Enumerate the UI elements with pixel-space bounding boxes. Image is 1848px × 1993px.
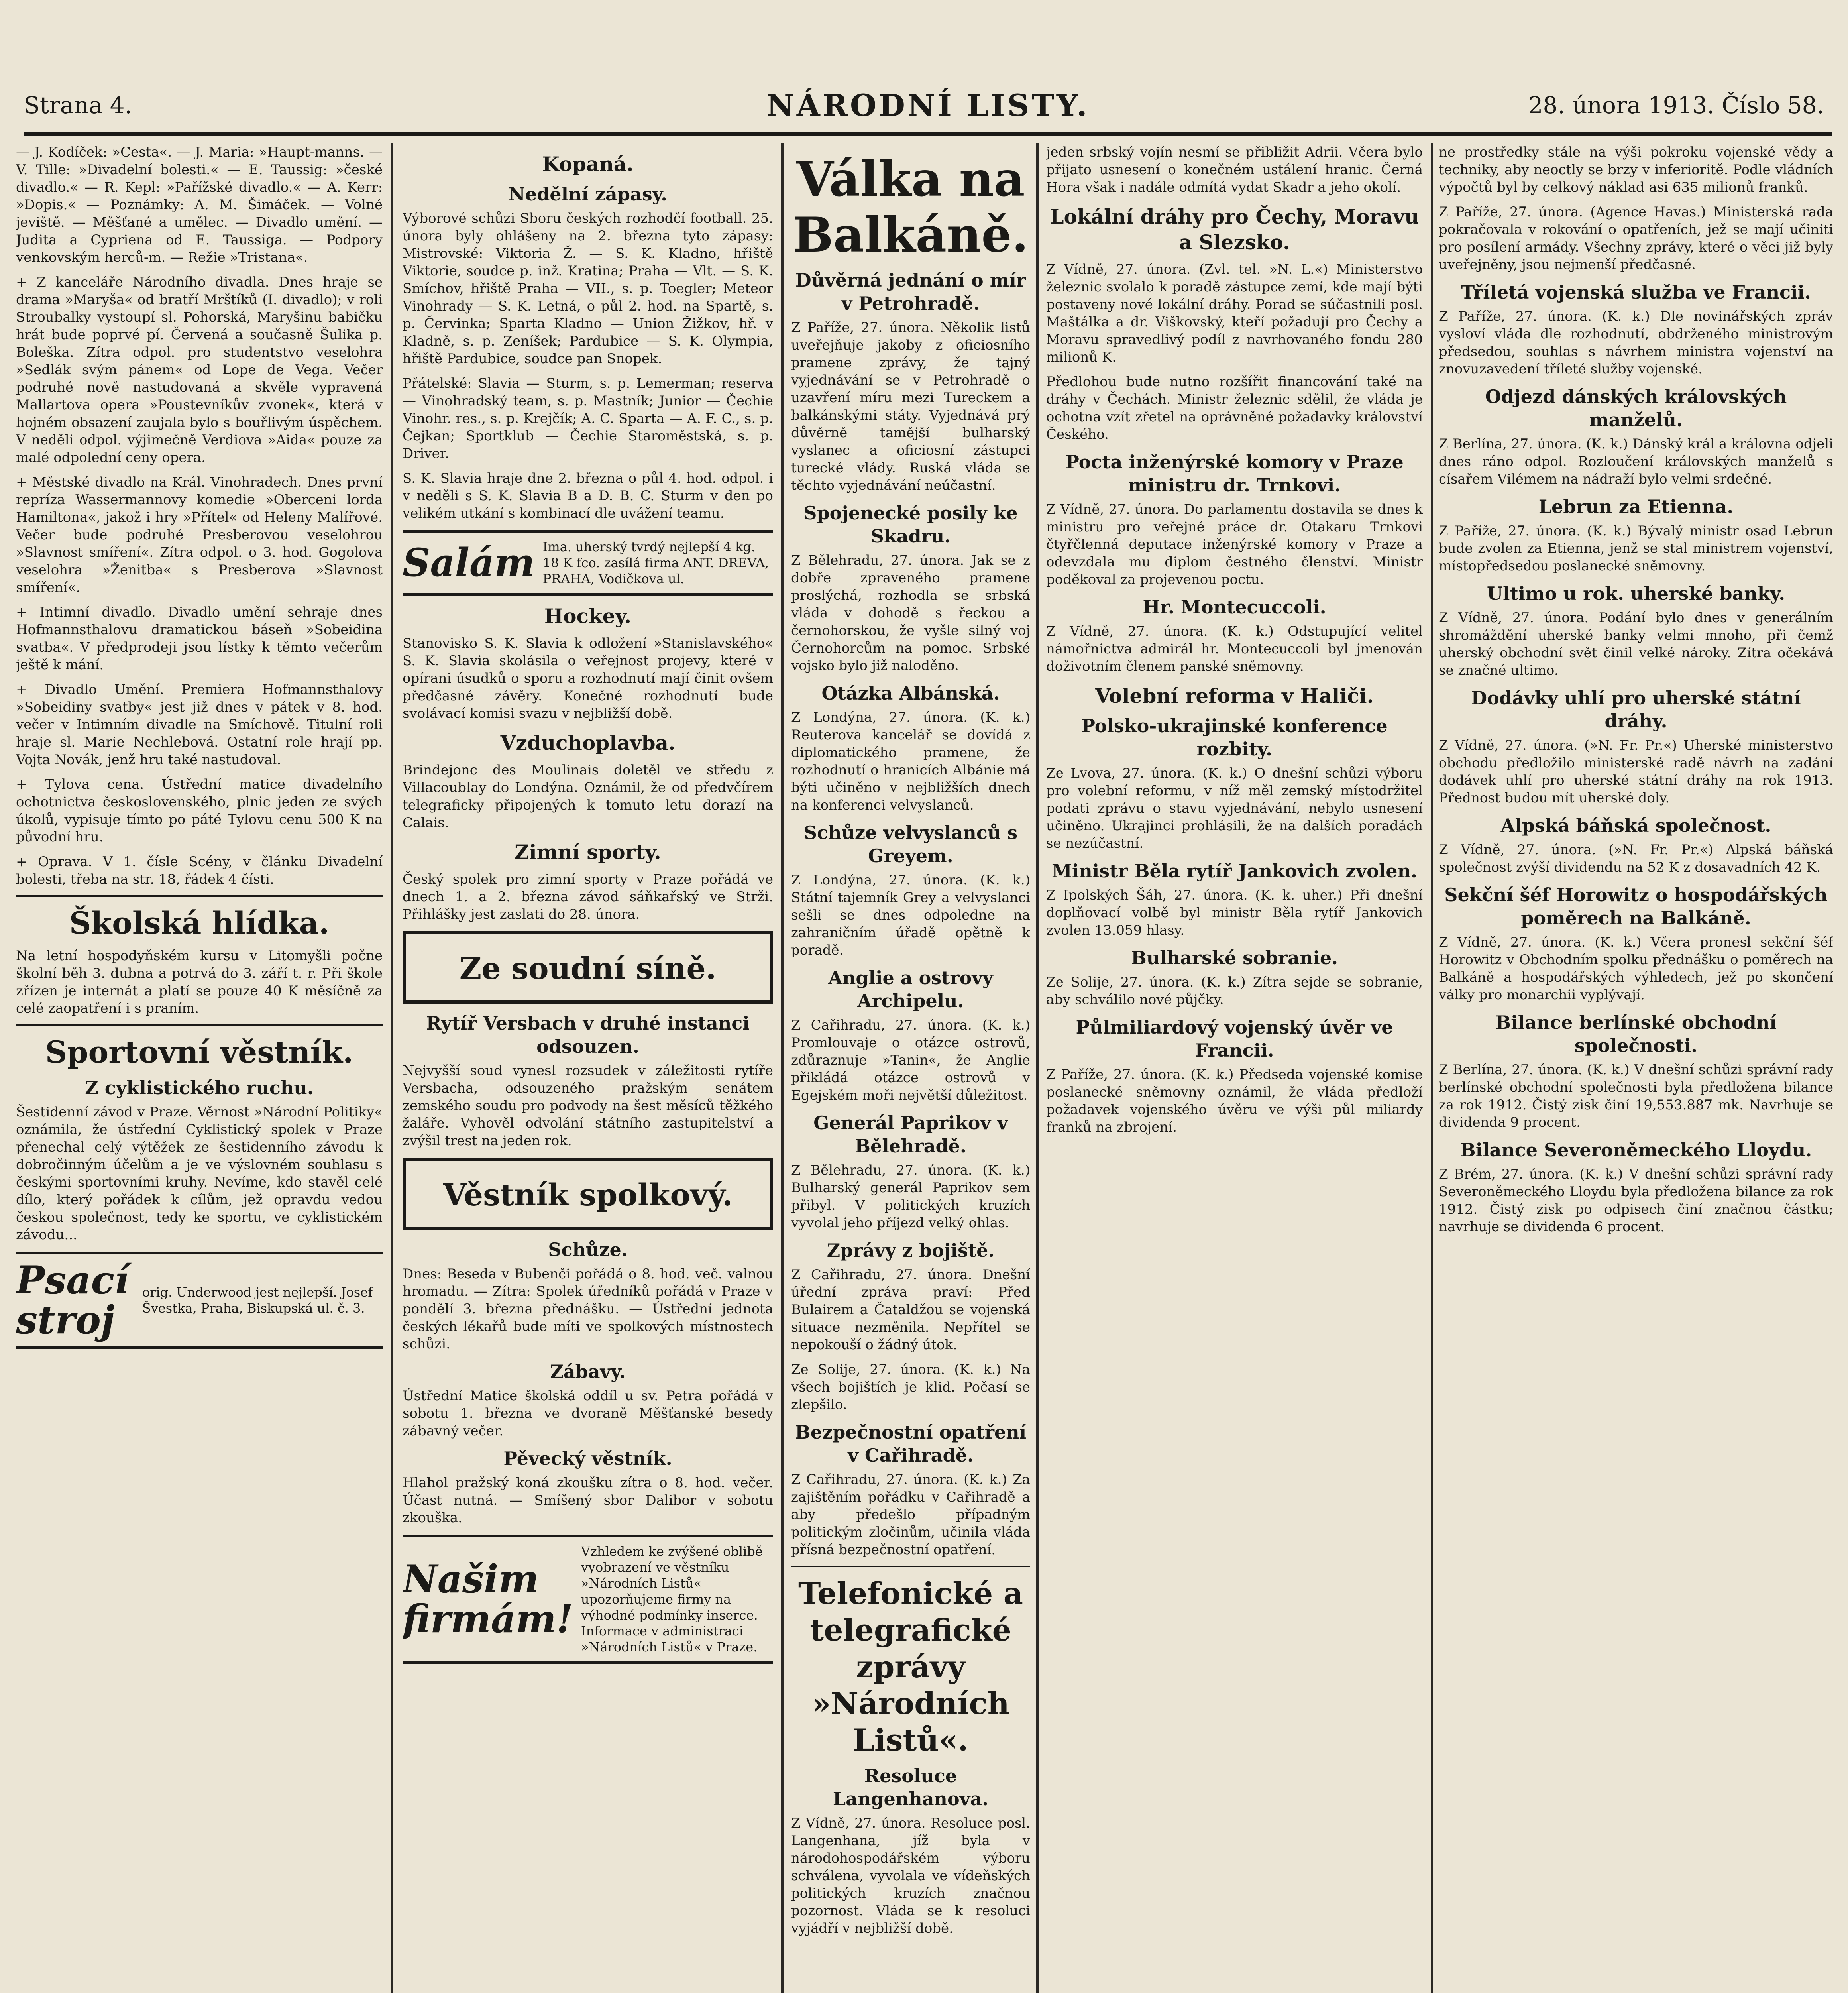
ad-text: Ima. uherský tvrdý nejlepší 4 kg. 18 K fco. zasílá firma ANT. DREVA, PRAHA, Vodičkova ul. xyxy=(542,539,769,586)
section-subtitle: Sekční šéf Horowitz o hospodářských poměrech na Balkáně. xyxy=(1444,884,1828,929)
ad-text: Vzhledem ke zvýšené oblibě vyobrazení ve věstníku »Národních Listů« upozorňujeme firmy na výhodné podmínky inserce. Informace v administraci »Národních Listů« v Praze. xyxy=(581,1544,763,1655)
section-subtitle: Ministr Běla rytíř Jankovich zvolen. xyxy=(1051,860,1418,882)
paragraph: Z Berlína, 27. února. (K. k.) V dnešní schůzi správní rady berlínské obchodní společnosti byla předložena bilance za rok 1912. Čistý zisk činí 19,553.887 mk. Navrhuje se dividenda 9 procent. xyxy=(1439,1062,1833,1130)
section-subtitle: Lebrun za Etienna. xyxy=(1538,496,1734,517)
section-subtitle: Pocta inženýrské komory v Praze ministru dr. Trnkovi. xyxy=(1065,451,1404,496)
divider xyxy=(16,1024,383,1026)
paragraph: Přátelské: Slavia — Sturm, s. p. Lemerman; reserva — Vinohradský team, s. p. Mastník; Junior — Čechie Vinohr. res., s. p. Krejčík; A. C. Sparta — A. F. C., s. p. Čejkan; Sportklub — Čechie Staroměstská, s. p. Driver. xyxy=(403,375,773,462)
paragraph: Výborové schůzi Sboru českých rozhodčí football. 25. února byly ohlášeny na 2. března tyto zápasy: Mistrovské: Viktoria Ž. — S. K. Kladno, hřiště Viktorie, soudce p. inž. Kratina; Praha — Vlt. — S. K. Smíchov, hřiště Praha — VII., s. p. Toegler; Meteor Vinohrady — S. K. Letná, o půl 2. hod. na Spartě, s. p. Červinka; Sparta Kladno — Union Žižkov, hř. v Kladně, s. p. Zeníšek; Pardubice — S. K. Olympia, hřiště Pardubice, soudce pan Snopek. xyxy=(403,210,773,367)
paragraph: + Městské divadlo na Král. Vinohradech. Dnes první repríza Wassermannovy komedie »Oberceni lorda Hamiltona«, jakož i hry »Přítel« od Heleny Malířové. Večer bude podruhé Presberovou veselohrou »Slavnost smíření«. Zítra odpol. o 3. hod. Gogolova veselohra »Ženitba« s Presberova »Slavnost smíření«. xyxy=(16,474,383,596)
paragraph: S. K. Slavia hraje dne 2. března o půl 4. hod. odpol. i v neděli s S. K. Slavia B a D. B. C. Sturm v den po velikém utkání s kombinací dle uvážení teamu. xyxy=(403,470,773,521)
section-title: Vzduchoplavba. xyxy=(500,731,676,755)
section-subtitle: Generál Paprikov v Bělehradě. xyxy=(813,1112,1008,1157)
paragraph: Z Vídně, 27. února. (»N. Fr. Pr.«) Uherské ministerstvo obchodu předložilo ministerské radě návrh na zadání dodávek uhlí pro uherské státní dráhy na rok 1913. Přednost budou mít uherské doly. xyxy=(1439,737,1833,806)
section-subtitle: Odjezd dánských královských manželů. xyxy=(1485,386,1787,430)
paragraph: Z Paříže, 27. února. (K. k.) Bývalý ministr osad Lebrun bude zvolen za Etienna, jenž se stal ministrem vojenství, místopředsedou poslanecké sněmovny. xyxy=(1439,523,1833,574)
section-subtitle: Bulharské sobranie. xyxy=(1131,947,1338,969)
paragraph: — J. Kodíček: »Cesta«. — J. Maria: »Haupt-manns. — V. Tille: »Divadelní bolesti.« — E. Taussig: »české divadlo.« — R. Kepl: »Pařížské divadlo.« — A. Kerr: »Dopis.« — Poznámky: A. M. Šimáček. — Volné jeviště. — Měšťané a umělec. — Divadlo umění. — Judita a Cypriena od E. Taussiga. — Podpory venkovským herců-m. — Režie »Tristana«. xyxy=(16,144,383,265)
paragraph: Z Paříže, 27. února. (K. k.) Dle novinářských zpráv vysloví vláda dle rozhodnutí, obdrženého ministrovým předsedou, souhlas s návrhem ministra vojenství na znovuzavedení tříleté služby vojenské. xyxy=(1439,309,1833,377)
section-subtitle: Rytíř Versbach v druhé instanci odsouzen. xyxy=(426,1012,750,1057)
section-subtitle: Polsko-ukrajinské konference rozbity. xyxy=(1081,715,1388,760)
column-3 xyxy=(791,143,1030,1993)
section-title: Hockey. xyxy=(544,604,632,628)
paragraph: Ze Solije, 27. února. (K. k.) Na všech bojištích je klid. Počasí se zlepšilo. xyxy=(791,1362,1030,1413)
advertisement xyxy=(403,1535,773,1664)
section-subtitle: Bilance Severoněmeckého Lloydu. xyxy=(1460,1139,1812,1161)
paragraph: Ze Solije, 27. února. (K. k.) Zítra sejde se sobranie, aby schválilo nové půjčky. xyxy=(1046,974,1423,1008)
page-header xyxy=(24,80,1832,136)
paragraph: + Intimní divadlo. Divadlo umění sehraje dnes Hofmannsthalovu dramatickou báseň »Sobeidina svatba«. V předprodeji jsou lístky k těmto večerům ještě k mání. xyxy=(16,604,383,673)
paragraph: Ze Lvova, 27. února. (K. k.) O dnešní schůzi výboru pro volební reformu, v níž měl zemský místodržitel podati zprávu o stavu vyjednávání, nebylo usnesení učiněno. Ukrajinci prohlásili, že na dalších poradách se nezúčastní. xyxy=(1046,765,1423,851)
paragraph: Z Paříže, 27. února. (K. k.) Předseda vojenské komise poslanecké sněmovny oznámil, že vláda předloží požadavek vojenského úvěru ve výši půl miliardy franků na zbrojení. xyxy=(1046,1067,1423,1135)
paragraph: Dnes: Beseda v Bubenči pořádá o 8. hod. več. valnou hromadu. — Zítra: Spolek úředníků pořádá v Praze v pondělí 3. března přednášku. — Ústřední jednota českých lékařů bude míti ve spolkových místnostech schůzi. xyxy=(403,1266,773,1352)
section-title: Kopaná. xyxy=(542,152,634,176)
section-subtitle: Tříletá vojenská služba ve Francii. xyxy=(1461,281,1811,303)
paragraph: Šestidenní závod v Praze. Věrnost »Národní Politiky« oznámila, že ústřední Cyklistický spolek v Praze přenechal celý výtěžek ze šestidenního závodu k dobročinným účelům a je ve výslovném souhlasu s českými sportovními kruhy. Nevíme, kdo stavěl celé dílo, který pořádek k cílům, jež opravdu vedou českou společnost, tedy ke sportu, ve cyklistickém závodu... xyxy=(16,1104,383,1243)
paragraph: Z Brém, 27. února. (K. k.) V dnešní schůzi správní rady Severoněmeckého Lloydu byla předložena bilance za rok 1912. Čistý zisk po odpisech činí značnou částku; navrhuje se dividenda 6 procent. xyxy=(1439,1166,1833,1235)
masthead: NÁRODNÍ LISTY. xyxy=(766,88,1090,123)
paragraph: Z Cařihradu, 27. února. (K. k.) Za zajištěním pořádku v Cařihradě a aby předešlo případným politickým zločinům, učinila vláda přísná bezpečnostní opatření. xyxy=(791,1472,1030,1558)
paragraph: Hlahol pražský koná zkoušku zítra o 8. hod. večer. Účast nutná. — Smíšený sbor Dalibor v sobotu zkouška. xyxy=(403,1475,773,1526)
column-rule xyxy=(1431,143,1433,1993)
paragraph: Stanovisko S. K. Slavia k odložení »Stanislavského« S. K. Slavia skolásila o veřejnost projevy, které v opírani úsudků o sporu a rozhodnutí mají činit ovšem předčasné závěry. Konečné rozhodnutí bude svolávací komisi svazu v nejbližší době. xyxy=(403,635,773,721)
paragraph: Předlohou bude nutno rozšířit financování také na dráhy v Čechách. Ministr železnic sdělil, že vláda je ochotna vzít zřetel na oprávněné požadavky království Českého. xyxy=(1046,374,1423,442)
section-subtitle: Schůze. xyxy=(548,1239,628,1260)
paragraph: Z Paříže, 27. února. (Agence Havas.) Ministerská rada pokračovala v rokování o opatřeních, jež se mají učiniti pro posílení armády. Všechny zprávy, které o věci již byly uveřejněny, jsou nejmenší předčasné. xyxy=(1439,204,1833,273)
ad-title: Našim firmám! xyxy=(403,1557,573,1641)
societies-box xyxy=(403,1158,773,1230)
paragraph: Z Vídně, 27. února. (Zvl. tel. »N. L.«) Ministerstvo železnic svolalo k poradě zástupce zemí, kde mají býti postaveny nové lokální dráhy. Porad se súčastnili posl. Maštálka a dr. Viškovský, kteří požadují pro Čechy a Moravu spravedlivý podíl z navrhovaného fondu 280 milionů K. xyxy=(1046,261,1423,365)
paragraph: jeden srbský vojín nesmí se přibližit Adrii. Včera bylo přijato usnesení o konečném ustálení hranic. Černá Hora však i nadále odmítá vydat Skadr a jeho okolí. xyxy=(1046,144,1423,195)
section-title: Lokální dráhy pro Čechy, Moravu a Slezsko. xyxy=(1050,205,1419,254)
section-title: Věstník spolkový. xyxy=(443,1177,733,1213)
paragraph: Český spolek pro zimní sporty v Praze pořádá ve dnech 1. a 2. března závod sáňkařský ve Strži. Přihlášky jest zaslati do 28. února. xyxy=(403,871,773,922)
paragraph: Ústřední Matice školská oddíl u sv. Petra pořádá v sobotu 1. března ve dvoraně Měšťanské besedy zábavný večer. xyxy=(403,1388,773,1439)
ad-text: orig. Underwood jest nejlepší. Josef Švestka, Praha, Biskupská ul. č. 3. xyxy=(142,1285,373,1316)
paragraph: ne prostředky stále na výši pokroku vojenské vědy a techniky, aby neoctly se brzy v inferioritě. Podle vládních výpočtů byl by celkový náklad asi 635 milionů franků. xyxy=(1439,144,1833,195)
paragraph: Z Vídně, 27. února. Resoluce posl. Langenhana, jíž byla v národohospodářském výboru schválena, vyvolala ve vídeňských politických kruzích značnou pozornost. Vláda se k resoluci vyjádří v nejbližší době. xyxy=(791,1815,1030,1936)
court-box xyxy=(403,931,773,1004)
section-title: Volební reforma v Haliči. xyxy=(1095,684,1374,708)
section-subtitle: Ultimo u rok. uherské banky. xyxy=(1487,583,1785,604)
section-subtitle: Zprávy z bojiště. xyxy=(827,1240,995,1261)
advertisement xyxy=(16,1252,383,1349)
advertisement xyxy=(403,530,773,596)
column-rule xyxy=(391,143,393,1993)
paragraph: Z Vídně, 27. února. Podání bylo dnes v generálním shromáždění uherské banky velmi mnoho, při čemž uherský obchodní svět činil velké nároky. Zítra očekává se značné ultimo. xyxy=(1439,610,1833,678)
section-subtitle: Alpská báňská společnost. xyxy=(1500,815,1771,836)
paragraph: Nejvyšší soud vynesl rozsudek v záležitosti rytíře Versbacha, odsouzeného pražským senátem zemského soudu pro podvody na šest měsíců těžkého žaláře. Vyhověl odvolání státního zastupitelství a zvýšil trest na jeden rok. xyxy=(403,1063,773,1149)
section-title: Školská hlídka. xyxy=(69,905,330,941)
paragraph: Z Vídně, 27. února. (K. k.) Odstupující velitel námořnictva admirál hr. Montecuccoli byl jmenován doživotním členem panské sněmovny. xyxy=(1046,623,1423,674)
paragraph: + Tylova cena. Ústřední matice divadelního ochotnictva československého, plnic jeden ze svých úkolů, vypisuje tímto po páté Tylovu cenu 500 K na původní hru. xyxy=(16,776,383,845)
column-5 xyxy=(1439,143,1833,1993)
paragraph: + Oprava. V 1. čísle Scény, v článku Divadelní bolesti, třeba na str. 18, řádek 4 čísti. xyxy=(16,854,383,887)
paragraph: Z Bělehradu, 27. února. Jak se z dobře zpraveného pramene proslýchá, rozhodla se srbská vláda v dohodě s řeckou a černohorskou, že vyšle silný voj Černohorcům na pomoc. Srbské vojsko bylo již naloděno. xyxy=(791,552,1030,674)
page-number: Strana 4. xyxy=(24,92,132,119)
section-title: Telefonické a telegrafické zprávy »Národních Listů«. xyxy=(798,1576,1023,1758)
section-subtitle: Bezpečnostní opatření v Cařihradě. xyxy=(795,1421,1027,1466)
column-rule xyxy=(781,143,784,1993)
column-2 xyxy=(403,143,773,1993)
paragraph: Z Vídně, 27. února. Do parlamentu dostavila se dnes k ministru pro veřejné práce dr. Otakaru Trnkovi čtyřčlenná deputace inženýrské komory v Praze a odevzdala mu diplom čestného členství. Ministr poděkoval za projevenou poctu. xyxy=(1046,501,1423,588)
section-subtitle: Otázka Albánská. xyxy=(821,682,1000,704)
paragraph: Brindejonc des Moulinais doletěl ve středu z Villacoublay do Londýna. Oznámil, že od předvčírem telegraficky připojených k tomuto letu dorazí na Calais. xyxy=(403,762,773,831)
ad-title: Salám xyxy=(403,540,535,585)
ad-title: Psací stroj xyxy=(16,1258,129,1342)
section-subtitle: Spojenecké posily ke Skadru. xyxy=(803,502,1018,547)
paragraph: Na letní hospodyňském kursu v Litomyšli počne školní běh 3. dubna a potrvá do 3. září t. r. Při škole zřízen je internát a platí se pouze 40 K měsíčně za celé zaopatření i s praním. xyxy=(16,948,383,1016)
section-subtitle: Zábavy. xyxy=(550,1361,626,1382)
section-subtitle: Schůze velvyslanců s Greyem. xyxy=(803,822,1018,867)
section-title: Sportovní věstník. xyxy=(45,1034,353,1070)
paragraph: Z Vídně, 27. února. (»N. Fr. Pr.«) Alpská báňská společnost zvýší dividendu na 52 K z dosavadních 42 K. xyxy=(1439,842,1833,875)
section-title: Zimní sporty. xyxy=(515,840,661,864)
paragraph: + Z kanceláře Národního divadla. Dnes hraje se drama »Maryša« od bratří Mrštíků (I. divadlo); v roli Stroubalky vystoupí sl. Pohorská, Maryšinu babičku hrát bude poprvé pí. Červená a současně Šulika p. Boleška. Zítra odpol. pro studentstvo veselohra »Sedlák svým pánem« od Lope de Vega. Večer podruhé nově nastudovaná a skvěle vypravená Mallartova opera »Poustevníkův zvonek«, která v hojném obsazení zaujala bylo s bouřlivým úspěchem. V neděli odpol. výjimečně Verdiova »Aida« pouze za malé odpolední ceny opera. xyxy=(16,274,383,466)
section-subtitle: Bilance berlínské obchodní společnosti. xyxy=(1495,1012,1777,1056)
section-subtitle: Půlmiliardový vojenský úvěr ve Francii. xyxy=(1076,1016,1393,1061)
paragraph: Z Vídně, 27. února. (K. k.) Včera pronesl sekční šéf Horowitz v Obchodním spolku přednášku o poměrech na Balkáně a hospodářských výhledech, jež po skončení války pro monarchii vyplývají. xyxy=(1439,934,1833,1003)
paragraph: Z Paříže, 27. února. Několik listů uveřejňuje jakoby z oficiosního pramene zprávy, že tajný vyjednávání se v Petrohradě o uzavření míru mezi Tureckem a balkánskými státy. Vyjednává prý důvěrně tamější bulharský vyslanec a oficiosní zástupci turecké vlády. Ruská vláda se těchto vyjednávání neúčastní. xyxy=(791,320,1030,493)
paragraph: Z Londýna, 27. února. (K. k.) Reuterova kancelář se dovídá z diplomatického pramene, že rozhodnutí o hranicích Albánie má býti učiněno v nejbližších dnech na konferenci velvyslanců. xyxy=(791,710,1030,813)
paragraph: Z Berlína, 27. února. (K. k.) Dánský král a královna odjeli dnes ráno odpol. Rozloučení královských manželů s císařem Vilémem na nádraží bylo velmi srdečné. xyxy=(1439,436,1833,487)
section-subtitle: Anglie a ostrovy Archipelu. xyxy=(828,967,993,1012)
issue-date: 28. února 1913. Číslo 58. xyxy=(1528,92,1824,119)
column-4 xyxy=(1046,143,1423,1993)
section-subtitle: Hr. Montecuccoli. xyxy=(1143,596,1326,618)
section-subtitle: Nedělní zápasy. xyxy=(508,183,668,205)
paragraph: Z Ipolských Šáh, 27. února. (K. k. uher.) Při dnešní doplňovací volbě byl ministr Běla rytíř Jankovich zvolen 13.059 hlasy. xyxy=(1046,887,1423,938)
divider xyxy=(16,895,383,897)
paragraph: Z Bělehradu, 27. února. (K. k.) Bulharský generál Paprikov sem přibyl. V politických kruzích vyvolal jeho příjezd velký ohlas. xyxy=(791,1162,1030,1231)
column-rule xyxy=(1036,143,1039,1993)
section-subtitle: Důvěrná jednání o mír v Petrohradě. xyxy=(795,269,1026,314)
section-subtitle: Dodávky uhlí pro uherské státní dráhy. xyxy=(1471,687,1801,732)
paragraph: + Divadlo Umění. Premiera Hofmannsthalovy »Sobeidiny svatby« jest již dnes v pátek v 8. hod. večer v Intimním divadle na Smíchově. Titulní roli hraje sl. Marie Nechlebová. Ostatní role hrají pp. Vojta Novák, jenž hru také nastudoval. xyxy=(16,682,383,768)
section-title: Válka na Balkáně. xyxy=(793,151,1029,263)
divider xyxy=(791,1566,1030,1567)
paragraph: Z Cařihradu, 27. února. (K. k.) Promlouvaje o otázce ostrovů, zdůraznuje »Tanin«, že Anglie přikládá otázce ostrovů v Egejském moři největší důležitost. xyxy=(791,1017,1030,1103)
paragraph: Z Cařihradu, 27. února. Dnešní úřední zpráva praví: Před Bulairem a Čataldžou se vojenská situace nezměnila. Nepřítel se nepokouší o žádný útok. xyxy=(791,1267,1030,1353)
paragraph: Z Londýna, 27. února. (K. k.) Státní tajemník Grey a velvyslanci sešli se dnes odpoledne na zahraničním úřadě opětně k poradě. xyxy=(791,872,1030,958)
section-subtitle: Resoluce Langenhanova. xyxy=(833,1765,989,1810)
column-1 xyxy=(16,143,383,1993)
section-subtitle: Pěvecký věstník. xyxy=(503,1448,672,1469)
section-title: Ze soudní síně. xyxy=(459,951,717,986)
section-subtitle: Z cyklistického ruchu. xyxy=(85,1077,314,1099)
